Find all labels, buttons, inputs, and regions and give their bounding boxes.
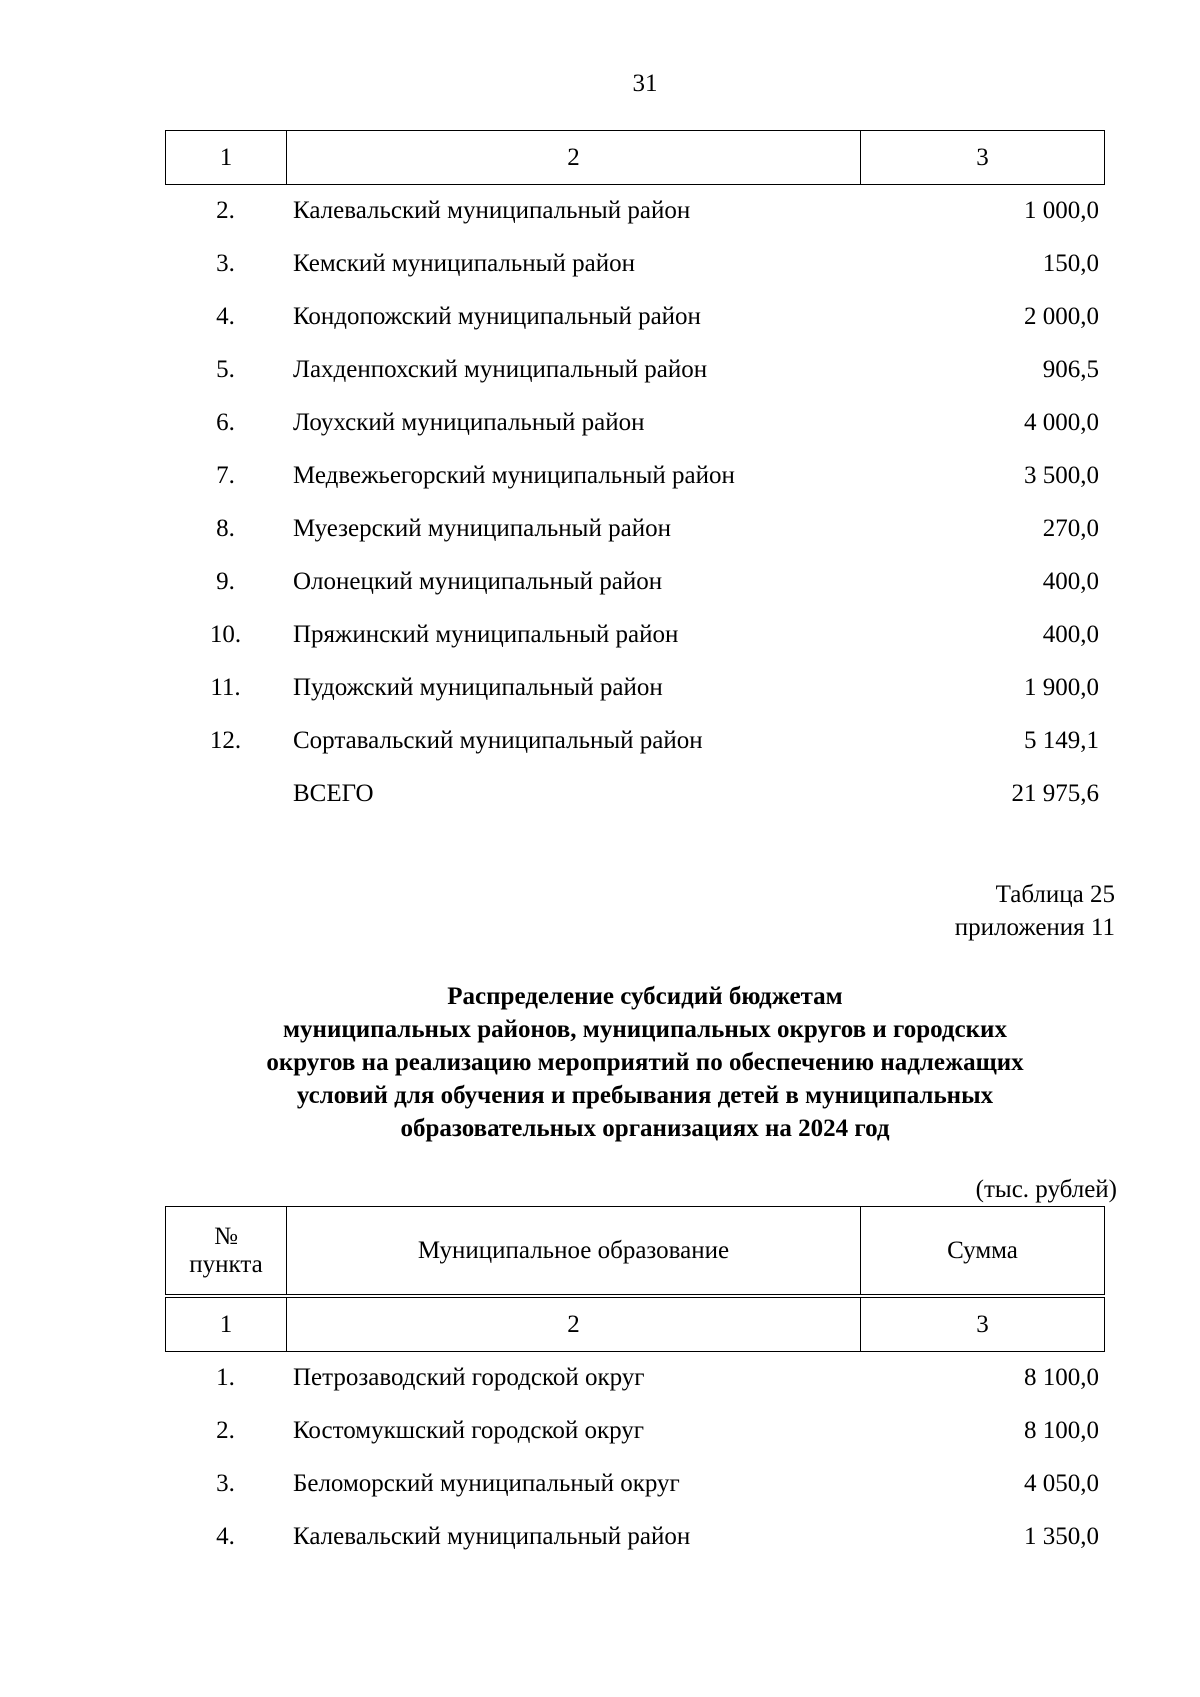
total-sum: 21 975,6 [1011,780,1099,807]
table25-header [165,1206,1105,1295]
row-sum: 5 149,1 [1024,727,1099,754]
row-number: 2. [216,1417,235,1444]
table-heading [0,980,1200,1145]
row-sum: 906,5 [1042,356,1099,383]
row-number: 2. [216,197,235,224]
row-number: 5. [216,356,235,383]
row-sum: 270,0 [1042,515,1099,542]
municipality-name: Лоухский муниципальный район [293,409,645,436]
page-number: 31 [632,70,658,97]
row-sum: 4 000,0 [1024,409,1099,436]
header-number-label: пункта [189,1250,263,1278]
table-row [165,514,1105,544]
table-row [165,1363,1105,1393]
units-label: (тыс. рублей) [975,1176,1117,1203]
row-number: 4. [216,303,235,330]
row-number: 7. [216,462,235,489]
municipality-name: Пудожский муниципальный район [293,674,663,701]
table-row [165,302,1105,332]
municipality-name: Петрозаводский городской округ [293,1364,645,1391]
row-sum: 4 050,0 [1024,1470,1099,1497]
municipality-name: Кондопожский муниципальный район [293,303,701,330]
row-number: 3. [216,1470,235,1497]
row-sum: 400,0 [1042,568,1099,595]
municipality-name: Кемский муниципальный район [293,250,635,277]
row-sum: 8 100,0 [1024,1417,1099,1444]
table-row [165,1469,1105,1499]
row-number: 3. [216,250,235,277]
row-number: 1. [216,1364,235,1391]
table-row [165,673,1105,703]
row-sum: 1 900,0 [1024,674,1099,701]
total-label: ВСЕГО [293,780,374,807]
municipality-name: Пряжинский муниципальный район [293,621,679,648]
header-number-cell [166,1207,287,1294]
column-number-3: 3 [976,143,989,171]
table-row [165,1522,1105,1552]
table-row [165,1416,1105,1446]
municipality-name: Сортавальский муниципальный район [293,727,703,754]
municipality-name: Калевальский муниципальный район [293,197,691,224]
heading-line: образовательных организациях на 2024 год [400,1115,890,1142]
row-number: 11. [210,674,241,701]
row-number: 12. [209,727,242,754]
total-row [165,779,1105,809]
column-number-2: 2 [287,131,861,184]
municipality-name: Олонецкий муниципальный район [293,568,663,595]
table-row [165,620,1105,650]
row-sum: 8 100,0 [1024,1364,1099,1391]
table-reference [955,878,1115,944]
heading-line: округов на реализацию мероприятий по обеспечению надлежащих [266,1049,1024,1076]
row-number: 9. [216,568,235,595]
table25-column-numbers [165,1297,1105,1352]
table-row [165,408,1105,438]
municipality-name: Костомукшский городской округ [293,1417,645,1444]
row-number: 10. [209,621,242,648]
row-sum: 400,0 [1042,621,1099,648]
row-number: 6. [216,409,235,436]
table-label: Таблица 25 [995,881,1115,908]
heading-line: муниципальных районов, муниципальных округов и городских [283,1016,1007,1043]
heading-line: Распределение субсидий бюджетам [447,983,843,1010]
table-row [165,249,1105,279]
table-row [165,196,1105,226]
table-row [165,567,1105,597]
row-sum: 1 350,0 [1024,1523,1099,1550]
table-row [165,726,1105,756]
municipality-name: Калевальский муниципальный район [293,1523,691,1550]
column-number-1: 1 [166,131,287,184]
municipality-name: Медвежьегорский муниципальный район [293,462,735,489]
header-number-symbol: № [214,1222,238,1250]
table-row [165,461,1105,491]
row-number: 8. [216,515,235,542]
row-sum: 2 000,0 [1024,303,1099,330]
column-number-1: 1 [166,1298,287,1351]
heading-line: условий для обучения и пребывания детей в муниципальных [296,1082,994,1109]
municipality-name: Беломорский муниципальный округ [293,1470,680,1497]
row-sum: 3 500,0 [1024,462,1099,489]
header-municipality: Муниципальное образование [287,1207,861,1294]
column-number-3: 3 [976,1310,989,1338]
municipality-name: Лахденпохский муниципальный район [293,356,708,383]
header-sum: Сумма [947,1236,1018,1264]
table-row [165,355,1105,385]
row-sum: 1 000,0 [1024,197,1099,224]
continuation-column-numbers [165,130,1105,185]
row-sum: 150,0 [1042,250,1099,277]
appendix-label: приложения 11 [954,914,1115,941]
municipality-name: Муезерский муниципальный район [293,515,671,542]
column-number-2: 2 [287,1298,861,1351]
row-number: 4. [216,1523,235,1550]
